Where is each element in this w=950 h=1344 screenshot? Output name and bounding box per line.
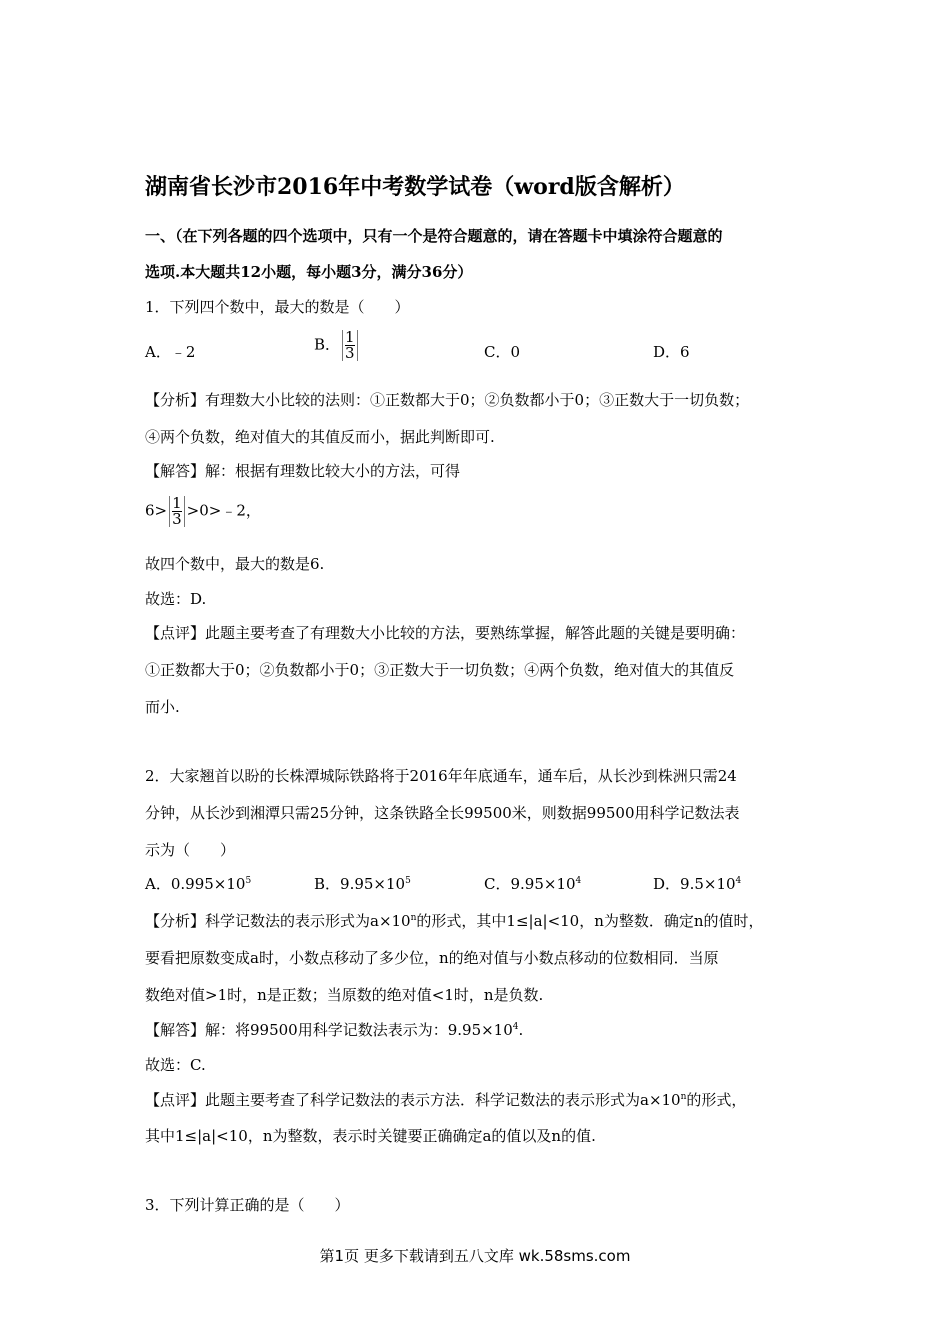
section-heading-line2: 选项.本大题共12小题，每小题3分，满分36分）	[145, 263, 473, 281]
q2-option-c	[484, 874, 581, 894]
section-heading-line1: 一、（在下列各题的四个选项中，只有一个是符合题意的，请在答题卡中填涂符合题意的	[145, 227, 723, 245]
q2-comment-exponent: n	[680, 1092, 687, 1102]
q1-option-d: D．6	[653, 343, 690, 361]
q2-option-d-exponent: 4	[735, 876, 742, 886]
fraction-denominator: 3	[172, 510, 182, 528]
q1-option-a: A．﹣2	[145, 343, 196, 361]
q3-stem: 3．下列计算正确的是（ ）	[145, 1196, 350, 1214]
fraction-denominator: 3	[345, 344, 355, 362]
q1-comment-line1: 【点评】此题主要考查了有理数大小比较的方法，要熟练掌握，解答此题的关键是要明确：	[145, 624, 746, 642]
q2-option-a	[145, 874, 251, 894]
q1-analysis-line2: ④两个负数，绝对值大的其值反而小，据此判断即可.	[145, 428, 495, 446]
q2-option-c-exponent: 4	[575, 876, 582, 886]
q2-comment-line1	[145, 1090, 746, 1110]
q1-answer-line1: 【解答】解：根据有理数比较大小的方法，可得	[145, 462, 461, 480]
q2-answer-text: 【解答】解：将99500用科学记数法表示为：9.95×10	[145, 1021, 513, 1039]
q2-answer-exponent: 4	[512, 1022, 519, 1032]
q2-stem-line1: 2．大家翘首以盼的长株潭城际铁路将于2016年年底通车，通车后，从长沙到株洲只需24	[145, 767, 737, 785]
q2-stem-line2: 分钟，从长沙到湘潭只需25分钟，这条铁路全长99500米，则数据99500用科学记数法表	[145, 804, 740, 822]
q2-answer-end: .	[518, 1021, 524, 1039]
q2-choice: 故选：C.	[145, 1056, 206, 1074]
q1-option-c: C．0	[484, 343, 521, 361]
q1-option-b	[314, 330, 360, 361]
inequality-left: 6>	[145, 501, 168, 520]
q2-analysis-text-cont: 的形式，其中1≤|a|<10，n为整数．确定n的值时，	[416, 912, 764, 930]
fraction-numerator: 1	[172, 494, 182, 512]
q2-option-b-text: B．9.95×10	[314, 875, 406, 893]
page-footer: 第1页 更多下载请到五八文库 wk.58sms.com	[319, 1247, 631, 1265]
q2-option-c-text: C．9.95×10	[484, 875, 576, 893]
q2-analysis-line3: 数绝对值>1时，n是正数；当原数的绝对值<1时，n是负数.	[145, 986, 544, 1004]
q2-comment-text-cont: 的形式，	[686, 1091, 747, 1109]
q2-option-d-text: D．9.5×10	[653, 875, 736, 893]
q1-comment-line3: 而小.	[145, 698, 180, 716]
q2-stem-line3: 示为（ ）	[145, 841, 236, 859]
q2-analysis-text: 【分析】科学记数法的表示形式为a×10	[145, 912, 411, 930]
q2-analysis-line2: 要看把原数变成a时，小数点移动了多少位，n的绝对值与小数点移动的位数相同．当原	[145, 949, 719, 967]
q2-comment-line2: 其中1≤|a|<10，n为整数，表示时关键要正确确定a的值以及n的值.	[145, 1127, 596, 1145]
q1-inequality	[145, 496, 261, 527]
q1-option-b-fraction	[342, 330, 358, 361]
inequality-right: >0>﹣2，	[186, 501, 261, 520]
q2-analysis-exponent: n	[410, 913, 417, 923]
q2-answer	[145, 1020, 523, 1040]
q2-option-a-text: A．0.995×10	[145, 875, 246, 893]
q2-analysis-line1	[145, 911, 764, 931]
q2-option-a-exponent: 5	[245, 876, 252, 886]
q1-stem: 1．下列四个数中，最大的数是（ ）	[145, 298, 410, 316]
inequality-fraction	[169, 496, 185, 527]
q2-option-b	[314, 874, 411, 894]
q1-choice: 故选：D.	[145, 590, 207, 608]
q2-comment-text: 【点评】此题主要考查了科学记数法的表示方法．科学记数法的表示形式为a×10	[145, 1091, 681, 1109]
fraction-numerator: 1	[345, 328, 355, 346]
q1-analysis-line1: 【分析】有理数大小比较的法则：①正数都大于0；②负数都小于0；③正数大于一切负数；	[145, 391, 750, 409]
q2-option-d	[653, 874, 741, 894]
document-title: 湖南省长沙市2016年中考数学试卷（word版含解析）	[145, 174, 685, 200]
q1-option-b-label: B．	[314, 335, 341, 354]
q1-conclusion: 故四个数中，最大的数是6.	[145, 555, 325, 573]
q1-comment-line2: ①正数都大于0；②负数都小于0；③正数大于一切负数；④两个负数，绝对值大的其值反	[145, 661, 735, 679]
q2-option-b-exponent: 5	[405, 876, 411, 886]
